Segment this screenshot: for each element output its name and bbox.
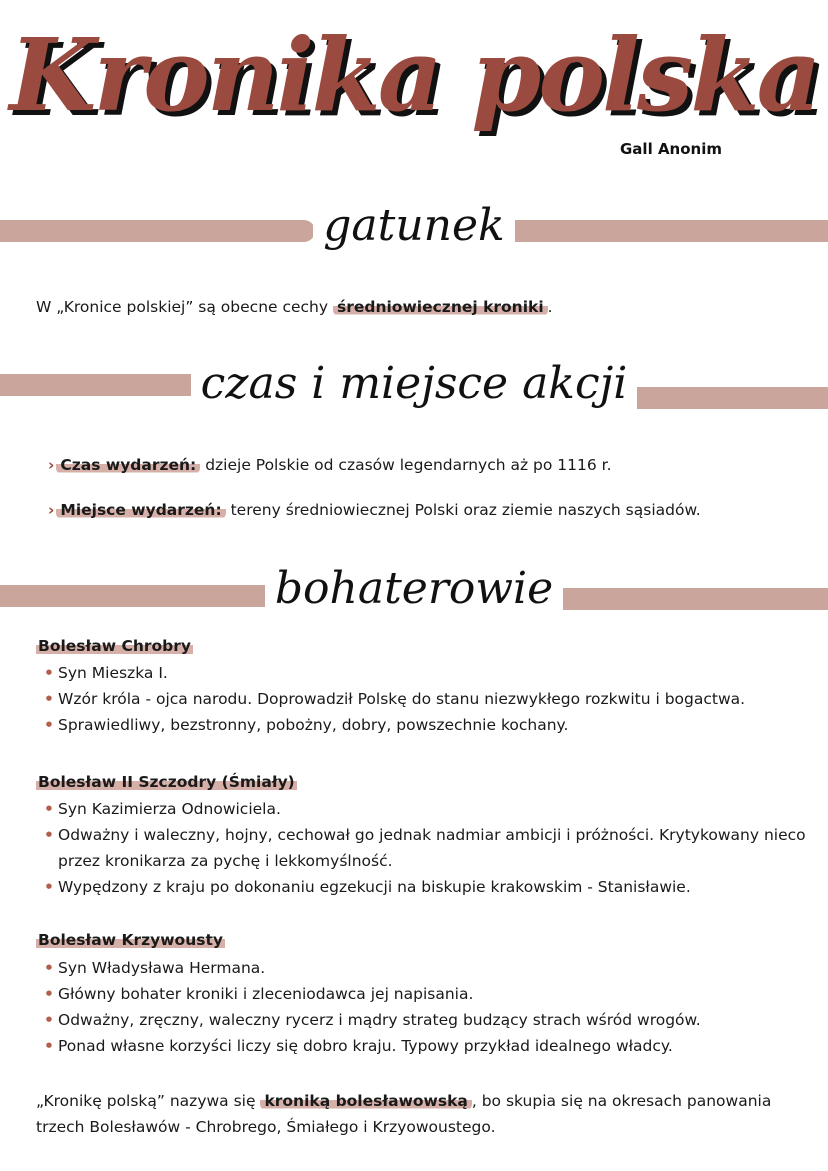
- list-item: • Syn Mieszka I.: [44, 660, 814, 686]
- miejsce-item: [48, 499, 701, 521]
- gatunek-paragraph: [36, 296, 553, 318]
- section-heading-text: bohaterowie: [265, 563, 563, 614]
- section-heading-gatunek: [0, 200, 828, 251]
- summary-text-end: , bo skupia się na okresach panowania trzech Bolesławów - Chrobrego, Śmiałego i Krzyowoustego.: [36, 1092, 772, 1136]
- section-heading-text: gatunek: [313, 200, 514, 251]
- hero-points: [44, 955, 814, 1059]
- list-item: • Wzór króla - ojca narodu. Doprowadził Polskę do stanu niezwykłego rozkwitu i bogactwa.: [44, 686, 814, 712]
- miejsce-text: tereny średniowiecznej Polski oraz ziemie naszych sąsiadów.: [225, 501, 701, 519]
- summary-paragraph: [36, 1088, 796, 1140]
- czas-text: dzieje Polskie od czasów legendarnych aż po 1116 r.: [200, 456, 612, 474]
- chevron-right-icon: ›: [48, 501, 55, 519]
- gatunek-text-end: .: [547, 298, 553, 316]
- gatunek-text: W „Kronice polskiej” są obecne cechy: [36, 298, 333, 316]
- section-heading-czas: [0, 358, 828, 409]
- hero-points: [44, 660, 814, 738]
- list-item: • Wypędzony z kraju po dokonaniu egzekucji na biskupie krakowskim - Stanisławie.: [44, 874, 814, 900]
- author-name: Gall Anonim: [620, 140, 722, 158]
- list-item: • Sprawiedliwy, bezstronny, pobożny, dobry, powszechnie kochany.: [44, 712, 814, 738]
- gatunek-highlight: średniowiecznej kroniki: [333, 298, 548, 316]
- page-title: Kronika polska: [9, 16, 819, 134]
- czas-item: [48, 454, 612, 476]
- list-item: • Syn Kazimierza Odnowiciela.: [44, 796, 814, 822]
- summary-text: „Kronikę polską” nazywa się: [36, 1092, 261, 1110]
- list-item: • Główny bohater kroniki i zleceniodawca jej napisania.: [44, 981, 814, 1007]
- summary-highlight: kroniką bolesławowską: [260, 1092, 471, 1110]
- section-heading-bohaterowie: [0, 563, 828, 614]
- list-item: • Syn Władysława Hermana.: [44, 955, 814, 981]
- hero-name: Bolesław Krzywousty: [38, 931, 223, 949]
- miejsce-label: Miejsce wydarzeń:: [56, 501, 225, 519]
- chevron-right-icon: ›: [48, 456, 55, 474]
- hero-name: Bolesław II Szczodry (Śmiały): [38, 773, 295, 791]
- hero-points: [44, 796, 814, 900]
- list-item: • Odważny i waleczny, hojny, cechował go jednak nadmiar ambicji i próżności. Krytykowany nieco przez kronikarza za pychę i lekkomyślność.: [44, 822, 814, 874]
- section-heading-text: czas i miejsce akcji: [191, 358, 638, 409]
- czas-label: Czas wydarzeń:: [56, 456, 200, 474]
- list-item: • Odważny, zręczny, waleczny rycerz i mądry strateg budzący strach wśród wrogów.: [44, 1007, 814, 1033]
- hero-name: Bolesław Chrobry: [38, 637, 191, 655]
- list-item: • Ponad własne korzyści liczy się dobro kraju. Typowy przykład idealnego władcy.: [44, 1033, 814, 1059]
